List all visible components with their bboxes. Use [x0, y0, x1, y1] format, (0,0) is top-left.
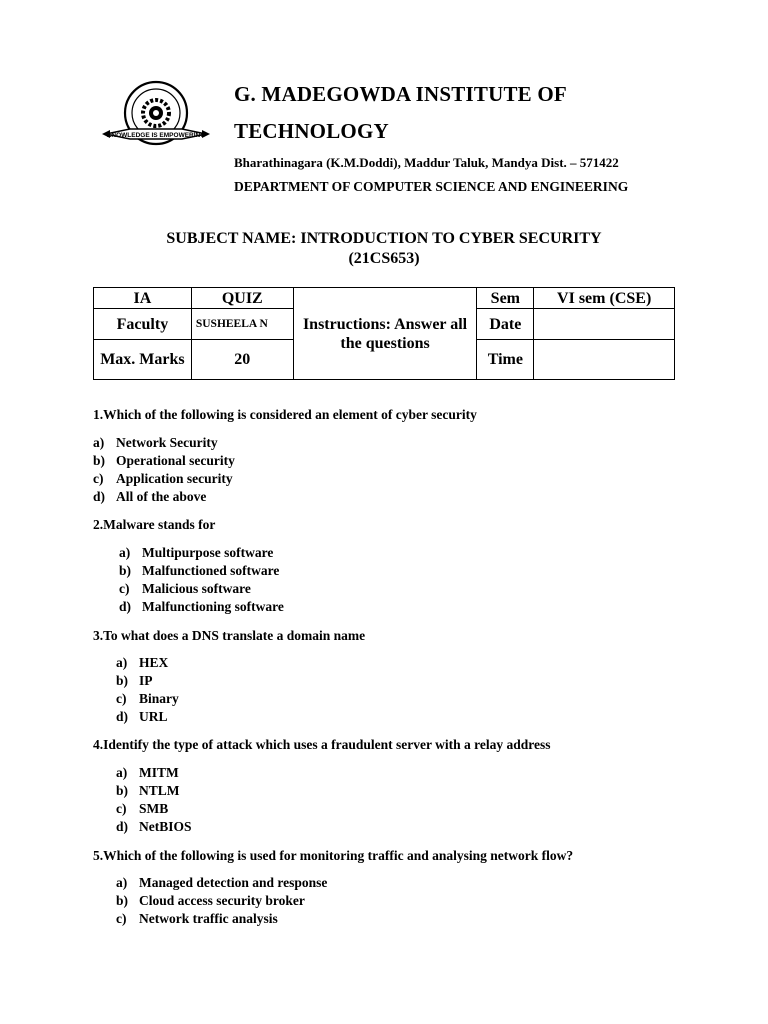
institute-address: Bharathinagara (K.M.Doddi), Maddur Taluk, Mandya Dist. – 571422	[234, 155, 619, 170]
faculty-label: Faculty	[94, 309, 192, 340]
question-2-option-b: b) Malfunctioned software	[119, 563, 280, 578]
question-2-option-c: c) Malicious software	[119, 581, 251, 596]
question-1-option-a: a) Network Security	[93, 435, 218, 450]
institute-name-line2: TECHNOLOGY	[234, 119, 389, 143]
sem-label: Sem	[477, 288, 534, 309]
question-2-option-d: d) Malfunctioning software	[119, 599, 284, 614]
question-5: 5.Which of the following is used for monitoring traffic and analysing network flow?	[93, 848, 574, 863]
question-4-option-a: a) MITM	[116, 765, 179, 780]
question-2: 2.Malware stands for	[93, 517, 216, 532]
subject-title: SUBJECT NAME: INTRODUCTION TO CYBER SECURITY	[166, 230, 602, 247]
instructions: Instructions: Answer all the questions	[293, 288, 477, 380]
institute-name-line1: G. MADEGOWDA INSTITUTE OF	[234, 82, 567, 106]
question-1-option-b: b) Operational security	[93, 453, 235, 468]
question-1: 1.Which of the following is considered an element of cyber security	[93, 407, 477, 422]
date-label: Date	[477, 309, 534, 340]
institute-logo	[100, 80, 212, 150]
faculty-value: SUSHEELA N	[191, 309, 293, 340]
ia-label: IA	[94, 288, 192, 309]
time-value	[534, 340, 675, 380]
question-1-option-d: d) All of the above	[93, 489, 207, 504]
question-1-option-c: c) Application security	[93, 471, 233, 486]
max-marks-label: Max. Marks	[94, 340, 192, 380]
question-3-option-c: c) Binary	[116, 691, 179, 706]
question-4-option-d: d) NetBIOS	[116, 819, 192, 834]
question-4-option-c: c) SMB	[116, 801, 169, 816]
question-3-option-b: b) IP	[116, 673, 153, 688]
question-5-option-a: a) Managed detection and response	[116, 875, 328, 890]
seal-icon	[100, 80, 212, 150]
question-2-option-a: a) Multipurpose software	[119, 545, 274, 560]
subject-code: (21CS653)	[348, 250, 420, 267]
question-3: 3.To what does a DNS translate a domain name	[93, 628, 366, 643]
exam-info-table	[93, 287, 675, 380]
question-5-option-c: c) Network traffic analysis	[116, 911, 278, 926]
max-marks-value: 20	[191, 340, 293, 380]
question-5-option-b: b) Cloud access security broker	[116, 893, 305, 908]
question-4: 4.Identify the type of attack which uses a fraudulent server with a relay address	[93, 737, 551, 752]
time-label: Time	[477, 340, 534, 380]
question-4-option-b: b) NTLM	[116, 783, 180, 798]
logo-banner-text: KNOWLEDGE IS EMPOWERING	[106, 132, 206, 139]
date-value	[534, 309, 675, 340]
sem-value: VI sem (CSE)	[534, 288, 675, 309]
question-3-option-d: d) URL	[116, 709, 168, 724]
department-name: DEPARTMENT OF COMPUTER SCIENCE AND ENGINEERING	[234, 179, 629, 194]
question-3-option-a: a) HEX	[116, 655, 169, 670]
ia-value: QUIZ	[191, 288, 293, 309]
